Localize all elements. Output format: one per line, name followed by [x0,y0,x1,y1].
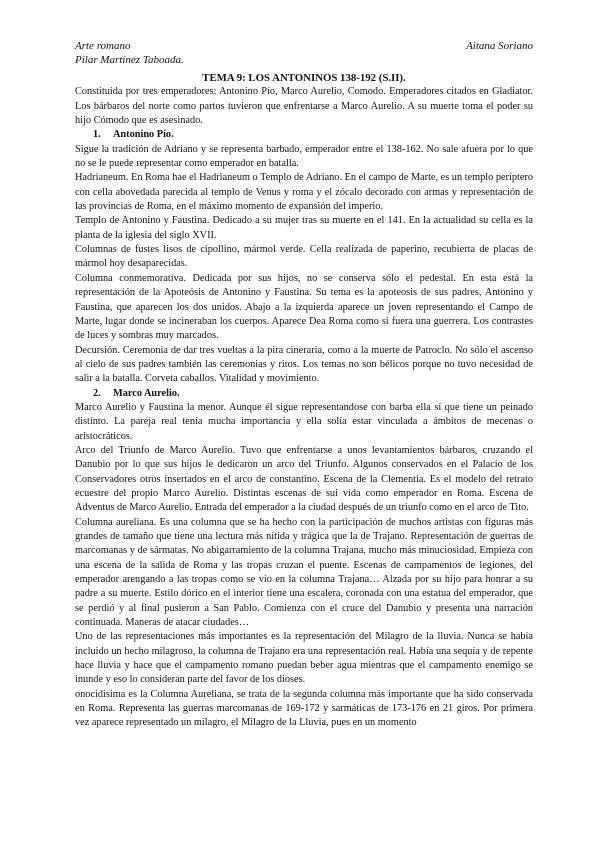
paragraph: Marco Aurelio y Faustina la menor. Aunque él sigue representandose con barba ella sí que tiene un peinado distinto. La pareja real tenía mucha importancia y ella solía estar vinculada a ámbitos de mecenas o aristocráticos. [75,401,533,442]
paragraph: Columna conmemorativa. Dedicada por sus hijos, no se conserva sólo el pedestal. En esta está la representación de la Apoteósis de Antonino y Faustina. Su tema es la apoteosis de sus padres, Antonino y Faustina, que aparecen los dos unidos. Abajo a la izquierda aparece un joven representando el Campo de Marte, lugar donde se incineraban los cuerpos. Aparece Dea Roma como si fuera una guerrera. Los contrastes de luces y sombras muy marcados. [75,272,533,342]
section-heading-marco-aurelio [75,387,533,401]
section-number: 1. [93,129,101,141]
header-course: Arte romano [75,40,131,52]
paragraph: onocidísima es la Columna Aureliana, se trata de la segunda columna más importante que ha sido conservada en Roma. Representa las guerras marcomanas de 169-172 y sarmáticas de 173-176 en 21 giros. Por primera vez aparece representado un milagro, el Milagro de la Lluvia, pues en un momento [75,688,533,729]
header-author-left: Pilar Martínez Taboada. [75,54,184,66]
paragraph: Hadrianeum. En Roma hae el Hadrianeum o Templo de Adriano. En el campo de Marte, es un templo períptero con cella abovedada parecida al templo de Venus y roma y el zócalo decorado con armas y representación de las provincias de Roma, en el máximo momento de expansión del imperio. [75,172,534,213]
paragraph: Templo de Antonino y Faustina. Dedicado a su mujer tras su muerte en el 141. En la actualidad su cella es la planta de la iglesia del siglo XVII. [75,215,533,241]
section-number: 2. [93,387,101,399]
section-title: Marco Aurelio. [113,387,180,399]
section-heading-antonino [75,128,533,142]
page-header [75,39,533,67]
section-title: Antonino Pío. [113,129,174,141]
paragraph: Uno de las representaciones más importantes es la representación del Milagro de la lluvia. Nunca se había incluido un hecho milagroso, la columna de Trajano era una representación real. Había una sequía y de repente hace lluvia y hace que el campamento romano puedan beber agua mientras que el campamento enemigo se inunde y eso lo consideran parte del favor de los dioses. [75,631,533,686]
intro-paragraph: Constituida por tres emperadores: Antonino Pío, Marco Aurelio, Comodo. Emperadores citados en Gladiator. Los bárbaros del norte como partos tuvieron que enfrentarse a Marco Aurelio. A su muerte toma el poder su hijo Cómodo que es asesinado. [75,86,533,127]
paragraph: Sigue la tradición de Adriano y se representa barbado, emperador entre el 138-162. No sale afuera por lo que no se le puede representar como emperador en batalla. [75,143,533,170]
document-body [75,71,533,731]
document-title: TEMA 9: LOS ANTONINOS 138-192 (S.II). [202,72,406,84]
paragraph: Arco del Triunfo de Marco Aurelio. Tuvo que enfrentarse a unos levantamientos bárbaros, cruzando el Danubio por lo que sus hijos le dedicaron un arco del Triunfo. Algunos conservados en el Palacio de los Conservadores otros insertados en el arco de constantino. Escena de la Clementia. Es el modelo del retrato ecuestre del propio Marco Aurelio. Distintas escenas de sui vida como emperador en Roma. Escena de Adventus de Marco Aurelio. Entrada del emperador a la ciudad después de un triunfo como en el arco de Tito. [75,444,533,514]
paragraph: Decursión. Ceremonia de dar tres vueltas a la pira cineraria, como a la muerte de Patroclo. No sólo el ascenso al cielo de sus padres también las ceremonias y ritos. Los temas no son bélicos porque no tuvo necesidad de salir a la batalla. Corveta caballos. Vitalidad y movimiento. [75,344,533,385]
paragraph: Columnas de fustes lisos de cipollino, mármol verde. Cella realizada de paperino, recubierta de placas de mármol hoy desaparecidas. [75,244,533,270]
header-author-right: Aitana Soriano [466,40,533,52]
paragraph: Columna aureliana. Es una columna que se ha hecho con la participación de muchos artistas con figuras más grandes de tamaño que tiene una lectura más nítida y trágica que la de Trajano. Representación de guerras de marcomanas y de sármatas. No abigarramiento de la columna Trajana, mucho más minuciosidad. Empieza con una escena de la salida de Roma y las tropas cruzan el puente. Escenas de campamentos de legiones, del emperador arengando a las tropas como se vio en la columna Trajana… Alzada por su hijo para honrar a su padre a su muerte. Estilo dórico en el interior tiene una escalera, coronada con una estatua del emperador, que se perdió y al final pusieron a San Pablo. Comienza con el cruce del Danubio y presenta una narración continuada. Maneras de atacar ciudades… [75,516,533,629]
